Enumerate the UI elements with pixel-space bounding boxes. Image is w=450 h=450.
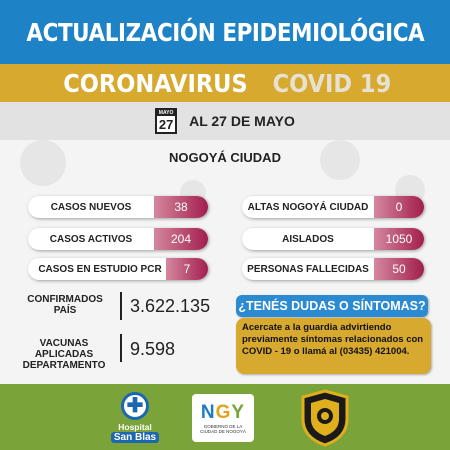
- hospital-logo-line1: Hospital: [118, 422, 152, 432]
- confirmados-value: 3.622.135: [130, 296, 211, 316]
- stat-label: AISLADOS: [282, 233, 334, 245]
- stat-pill-casos-nuevos: [28, 196, 208, 218]
- hospital-cross-icon: ✚: [121, 392, 149, 420]
- divider: [120, 334, 122, 362]
- confirmados-label-line1: CONFIRMADOS: [27, 294, 103, 305]
- calendar-month: MAYO: [158, 110, 174, 116]
- stat-pill-altas: [242, 196, 424, 218]
- ngy-subtitle: GOBIERNO DE LA CIUDAD DE NOGOYÁ: [200, 424, 246, 434]
- stat-value: 204: [154, 228, 208, 250]
- calendar-icon: [155, 108, 177, 134]
- date-band: [0, 102, 450, 140]
- stat-label: PERSONAS FALLECIDAS: [247, 263, 369, 275]
- doubts-line: Acercate a la guardia advirtiendo: [242, 322, 392, 333]
- divider: [120, 292, 122, 320]
- vacunas-label-line1: VACUNAS APLICADAS: [34, 338, 94, 360]
- vacunas-value: 9.598: [130, 339, 176, 359]
- ngy-letters: [201, 402, 245, 424]
- ngy-letter: N: [200, 402, 216, 423]
- stat-pill-fallecidas: [242, 258, 424, 280]
- coronavirus-band: [0, 64, 450, 102]
- stat-label: CASOS ACTIVOS: [49, 233, 133, 245]
- calendar-day: 27: [158, 117, 174, 132]
- stat-value: 1050: [374, 228, 424, 250]
- vacunas-label: [10, 338, 118, 371]
- vacunas-label-line2: DEPARTAMENTO: [22, 360, 106, 371]
- date-text: AL 27 DE MAYO: [189, 113, 295, 129]
- stat-value: 7: [166, 258, 208, 280]
- stat-label: ALTAS NOGOYÁ CIUDAD: [247, 201, 369, 213]
- doubts-line: previamente síntomas relacionados con: [242, 334, 424, 345]
- page-title: ACTUALIZACIÓN EPIDEMIOLÓGICA: [26, 17, 424, 47]
- stat-value: 0: [374, 196, 424, 218]
- confirmados-label-line2: PAÍS: [53, 305, 77, 316]
- stat-label: CASOS EN ESTUDIO PCR: [38, 263, 162, 275]
- stat-pill-aislados: [242, 228, 424, 250]
- police-shield-logo: [300, 389, 350, 447]
- confirmados-label: [22, 294, 108, 316]
- ngy-municipality-logo: [192, 394, 254, 442]
- doubts-title: ¿TENÉS DUDAS O SÍNTOMAS?: [236, 295, 428, 317]
- ngy-letter: G: [215, 402, 232, 423]
- band-secondary-text: COVID 19: [272, 68, 391, 98]
- stat-pill-casos-activos: [28, 228, 208, 250]
- page-header: [0, 0, 450, 64]
- stat-pill-casos-estudio-pcr: [28, 258, 208, 280]
- stat-label: CASOS NUEVOS: [50, 201, 132, 213]
- doubts-message: [236, 318, 431, 374]
- band-primary-text: CORONAVIRUS: [62, 68, 248, 98]
- hospital-logo-line2: San Blas: [111, 432, 159, 443]
- city-title: NOGOYÁ CIUDAD: [169, 150, 281, 165]
- stat-value: 50: [374, 258, 424, 280]
- hospital-san-blas-logo: [106, 392, 164, 444]
- stat-value: 38: [154, 196, 208, 218]
- doubts-line: COVID - 19 o llamá al (03435) 421004.: [242, 346, 410, 357]
- ngy-letter: Y: [231, 402, 246, 423]
